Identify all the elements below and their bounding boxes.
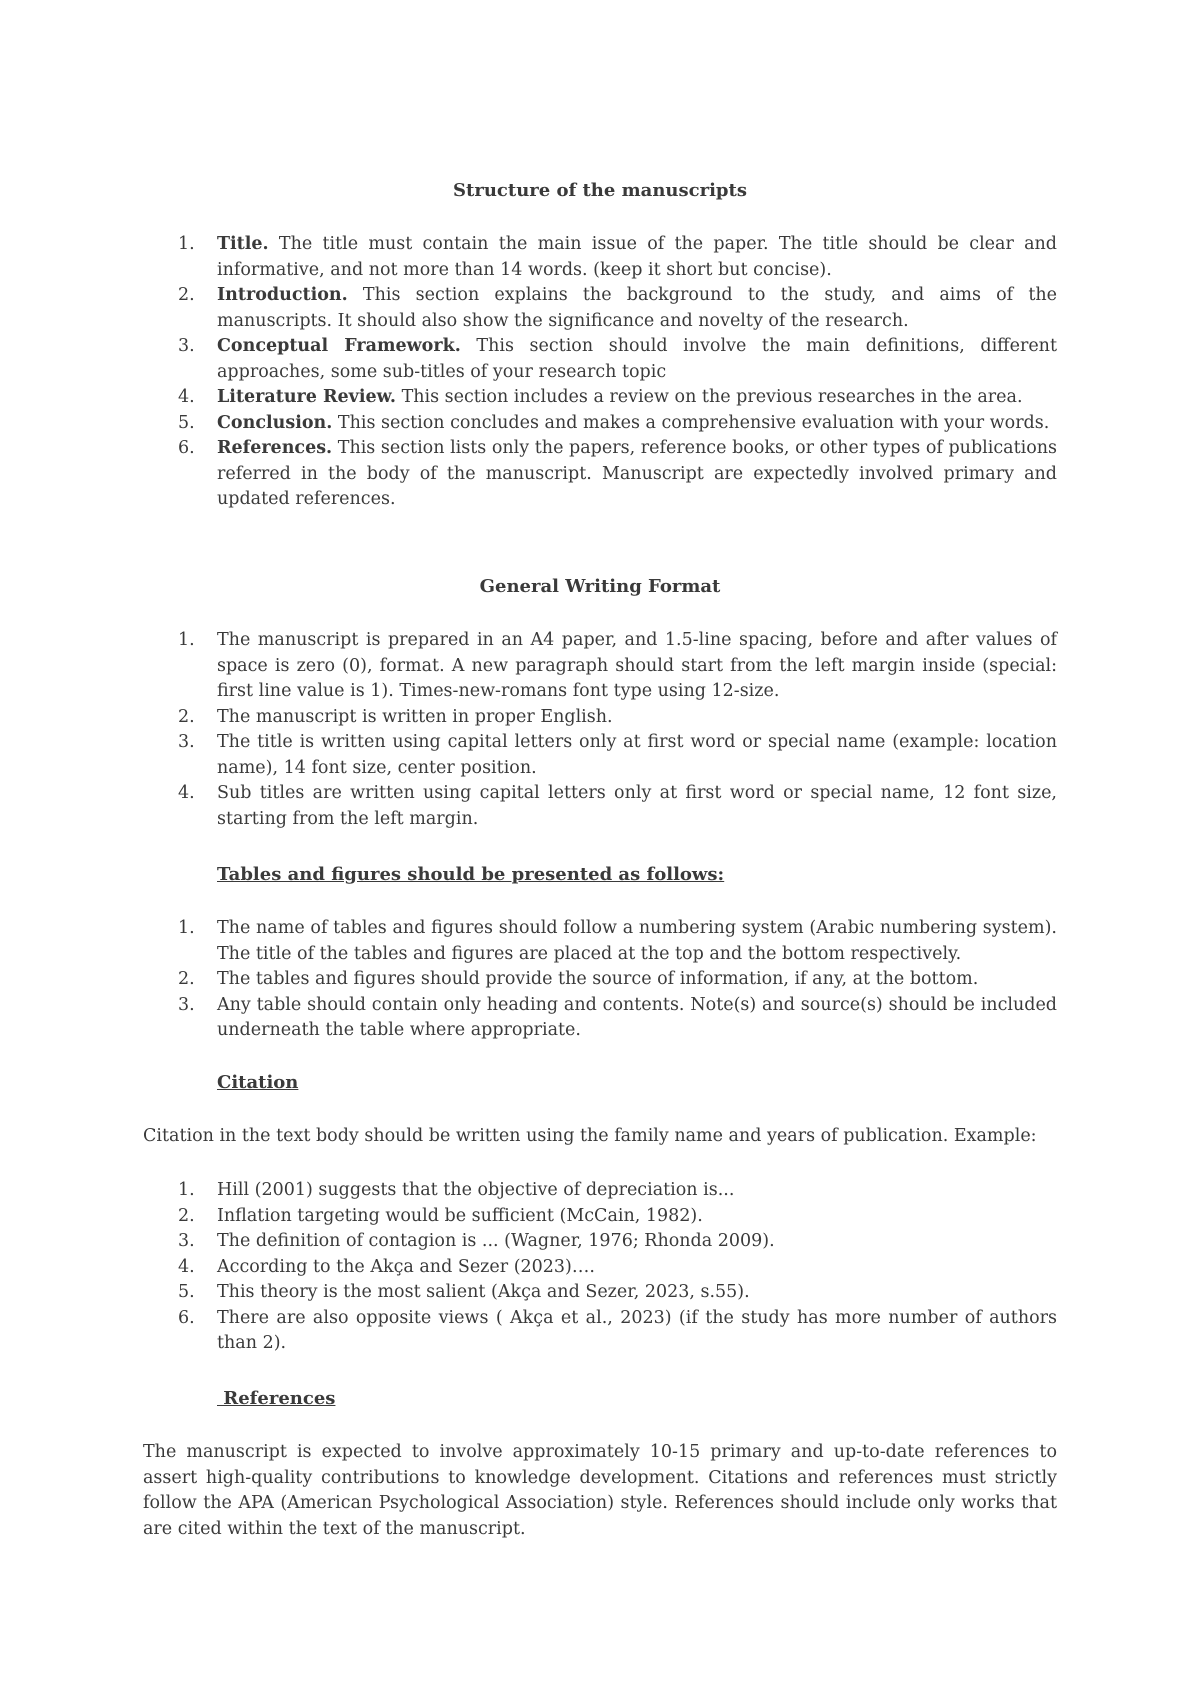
item-text: This section explains the background to the study, and aims of the manuscripts. It should also show the significance and novelty of the research. [217, 285, 1057, 331]
list-number: 6. [178, 438, 195, 458]
tables-list [0, 916, 1057, 1044]
item-text: The manuscript is written in proper English. [217, 706, 613, 727]
list-item [0, 1306, 1057, 1357]
item-lead: Conceptual Framework. [217, 336, 461, 356]
item-text: According to the Akça and Sezer (2023)…. [217, 1256, 595, 1277]
list-item [0, 628, 1057, 705]
list-item [0, 1204, 1057, 1230]
list-number: 2. [178, 706, 195, 727]
list-number: 2. [178, 285, 195, 305]
format-heading: General Writing Format [479, 576, 721, 597]
list-number: 2. [178, 1205, 195, 1226]
list-number: 6. [178, 1307, 195, 1328]
format-list [0, 628, 1057, 832]
item-lead: Introduction. [217, 285, 348, 305]
item-text: The definition of contagion is ... (Wagner, 1976; Rhonda 2009). [217, 1231, 775, 1251]
item-text: Inflation targeting would be sufficient (McCain, 1982). [217, 1205, 703, 1226]
list-number: 1. [178, 234, 195, 254]
list-number: 3. [178, 732, 195, 752]
item-lead: References. [217, 438, 333, 458]
structure-list [0, 232, 1057, 513]
structure-heading: Structure of the manuscripts [453, 180, 747, 201]
list-number: 1. [178, 918, 195, 938]
list-item [0, 993, 1057, 1044]
citation-subheading: Citation [217, 1072, 299, 1093]
list-item [0, 1255, 1057, 1281]
citation-intro: Citation in the text body should be written using the family name and years of publication. Example: [143, 1126, 1037, 1146]
item-text: This section concludes and makes a comprehensive evaluation with your words. [332, 412, 1050, 433]
list-item [0, 1280, 1057, 1306]
list-item [0, 334, 1057, 385]
list-number: 4. [178, 1256, 195, 1277]
tables-subheading: Tables and figures should be presented as follows: [217, 864, 725, 885]
references-paragraph: The manuscript is expected to involve approximately 10-15 primary and up-to-date references to assert high-quality contributions to knowledge development. Citations and references must strictly follow the APA (American Psychological Association) style. References should include only works that are cited within the text of the manuscript. [143, 1442, 1057, 1539]
item-text: This section includes a review on the previous researches in the area. [396, 387, 1023, 407]
item-text: The title is written using capital letters only at first word or special name (example: location name), 14 font size, center position. [217, 732, 1057, 778]
list-number: 1. [178, 1180, 195, 1200]
list-item [0, 411, 1057, 437]
list-item [0, 385, 1057, 411]
list-number: 3. [178, 1231, 195, 1251]
list-item [0, 1229, 1057, 1255]
list-number: 5. [178, 412, 195, 433]
item-lead: Conclusion. [217, 412, 333, 433]
list-item [0, 1178, 1057, 1204]
list-number: 2. [178, 969, 195, 989]
list-number: 3. [178, 336, 195, 356]
list-item [0, 730, 1057, 781]
citation-list [0, 1178, 1057, 1357]
item-text: The name of tables and figures should follow a numbering system (Arabic numbering system). The title of the tables and figures are placed at the top and the bottom respectively. [217, 918, 1057, 964]
item-text: The tables and figures should provide the source of information, if any, at the bottom. [217, 969, 979, 989]
list-item [0, 916, 1057, 967]
list-item [0, 283, 1057, 334]
list-item [0, 436, 1057, 513]
list-number: 4. [178, 783, 195, 803]
list-number: 4. [178, 387, 195, 407]
item-text: The manuscript is prepared in an A4 paper, and 1.5-line spacing, before and after values of space is zero (0), format. A new paragraph should start from the left margin inside (special: first line value is 1). Times-new-romans font type using 12-size. [217, 630, 1057, 701]
list-item [0, 705, 1057, 731]
item-text: Any table should contain only heading and contents. Note(s) and source(s) should be included underneath the table where appropriate. [217, 994, 1057, 1040]
item-text: Hill (2001) suggests that the objective of depreciation is... [217, 1180, 735, 1200]
item-text: This section should involve the main definitions, different approaches, some sub-titles of your research topic [217, 336, 1057, 382]
item-text: This theory is the most salient (Akça and Sezer, 2023, s.55). [217, 1282, 750, 1302]
list-item [0, 781, 1057, 832]
list-number: 3. [178, 994, 195, 1015]
list-item [0, 232, 1057, 283]
item-text: The title must contain the main issue of the paper. The title should be clear and informative, and not more than 14 words. (keep it short but concise). [217, 234, 1057, 280]
list-item [0, 967, 1057, 993]
item-text: Sub titles are written using capital letters only at first word or special name, 12 font size, starting from the left margin. [217, 783, 1057, 829]
list-number: 5. [178, 1282, 195, 1302]
item-text: This section lists only the papers, reference books, or other types of publications referred in the body of the manuscript. Manuscript are expectedly involved primary and updated references. [217, 438, 1057, 509]
references-subheading: References [217, 1388, 336, 1409]
list-number: 1. [178, 630, 195, 650]
item-lead: Title. [217, 234, 269, 254]
item-lead: Literature Review. [217, 387, 397, 407]
item-text: There are also opposite views ( Akça et al., 2023) (if the study has more number of authors than 2). [217, 1307, 1057, 1353]
